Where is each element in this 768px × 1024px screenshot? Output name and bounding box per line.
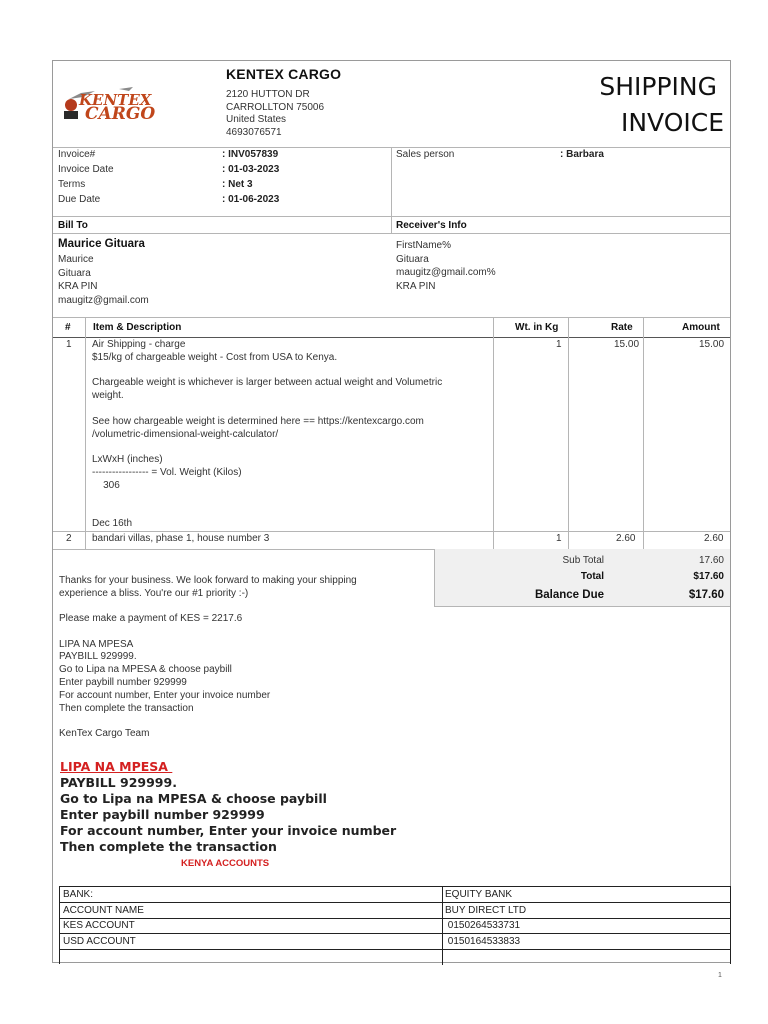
receiver-line: Gituara	[396, 253, 429, 265]
payment-line: PAYBILL 929999.	[59, 651, 137, 663]
account-name-label: ACCOUNT NAME	[63, 905, 144, 916]
invoice-date-label: Invoice Date	[58, 164, 114, 175]
bank-label: BANK:	[63, 889, 94, 900]
sales-person-label: Sales person	[396, 149, 455, 160]
address-line: 2120 HUTTON DR	[226, 89, 310, 100]
row2-description: bandari villas, phase 1, house number 3	[92, 533, 270, 544]
usd-account-value: 0150164533833	[445, 936, 521, 947]
desc-line: Dec 16th	[92, 518, 133, 530]
company-logo	[59, 83, 156, 125]
payment-line: Please make a payment of KES = 2217.6	[59, 613, 243, 624]
row1-weight: 1	[556, 339, 562, 350]
address-line: 4693076571	[226, 126, 282, 138]
mpesa-instructions	[60, 775, 396, 855]
document-title-line1: SHIPPING	[599, 72, 717, 101]
totals-box	[434, 549, 730, 607]
bill-to-line: Gituara	[58, 267, 91, 279]
thanks-line: experience a bliss. You're our #1 priority :-)	[59, 587, 249, 599]
bill-to-line: Maurice	[58, 254, 94, 265]
desc-line: 306	[92, 479, 120, 491]
due-date-label: Due Date	[58, 194, 101, 205]
kenya-accounts-heading: KENYA ACCOUNTS	[181, 858, 270, 869]
total-label: Total	[580, 571, 604, 582]
bill-to-name: Maurice Gituara	[58, 238, 145, 250]
row1-title: Air Shipping - charge	[92, 339, 186, 350]
row1-description	[92, 339, 490, 531]
payment-line: Then complete the transaction	[59, 702, 194, 714]
logo-text-bottom: CARGO	[85, 104, 156, 124]
row1-num: 1	[66, 339, 72, 350]
row1-rate: 15.00	[614, 339, 640, 350]
desc-line: See how chargeable weight is determined here == https://kentexcargo.com	[92, 415, 424, 427]
thanks-note	[59, 575, 357, 601]
mpesa-line: PAYBILL 929999.	[60, 775, 177, 790]
mpesa-line: For account number, Enter your invoice number	[60, 823, 397, 838]
col-header-item: Item & Description	[93, 322, 182, 333]
account-name-value: BUY DIRECT LTD	[445, 905, 527, 916]
mpesa-line: Go to Lipa na MPESA & choose paybill	[60, 791, 327, 806]
col-header-amount: Amount	[682, 322, 720, 333]
row2-weight: 1	[556, 533, 562, 544]
terms-value: : Net 3	[222, 179, 253, 190]
payment-line: Go to Lipa na MPESA & choose paybill	[59, 664, 232, 676]
bill-to-header: Bill To	[58, 220, 88, 231]
kes-account-value: 0150264533731	[445, 920, 521, 931]
row1-amount: 15.00	[699, 339, 725, 350]
col-header-weight: Wt. in Kg	[515, 322, 559, 333]
due-date-value: : 01-06-2023	[222, 194, 280, 205]
desc-line: Chargeable weight is whichever is larger between actual weight and Volumetric	[92, 377, 443, 389]
mpesa-line: Then complete the transaction	[60, 839, 277, 854]
desc-line: ----------------- = Vol. Weight (Kilos)	[92, 466, 242, 478]
row2-amount: 2.60	[704, 533, 724, 544]
row2-num: 2	[66, 533, 72, 544]
balance-due-value: $17.60	[688, 589, 724, 601]
desc-line: LxWxH (inches)	[92, 454, 163, 466]
usd-account-label: USD ACCOUNT	[63, 936, 136, 947]
payment-line: For account number, Enter your invoice number	[59, 689, 271, 701]
terms-label: Terms	[58, 179, 86, 190]
invoice-number-value: : INV057839	[222, 149, 279, 160]
receiver-details	[396, 239, 496, 293]
receiver-header: Receiver's Info	[396, 220, 467, 231]
bank-accounts-table	[59, 886, 731, 964]
receiver-line: maugitz@gmail.com%	[396, 267, 496, 279]
address-line: CARROLLTON 75006	[226, 101, 325, 113]
payment-line: Enter paybill number 929999	[59, 676, 187, 688]
desc-line: $15/kg of chargeable weight - Cost from USA to Kenya.	[92, 351, 338, 363]
page-number: 1	[718, 972, 722, 979]
receiver-line: KRA PIN	[396, 280, 436, 292]
total-value: $17.60	[693, 571, 724, 582]
payment-instructions	[59, 613, 270, 741]
invoice-number-label: Invoice#	[58, 149, 96, 160]
company-name: KENTEX CARGO	[226, 66, 342, 82]
address-line: United States	[226, 114, 287, 126]
col-header-num: #	[65, 322, 71, 333]
logo-text-top: KENTEX	[79, 91, 152, 109]
thanks-line: Thanks for your business. We look forward to making your shipping	[59, 575, 357, 586]
col-header-rate: Rate	[611, 322, 633, 333]
desc-line: /volumetric-dimensional-weight-calculator/	[92, 428, 279, 440]
mpesa-line: Enter paybill number 929999	[60, 807, 265, 822]
payment-line: KenTex Cargo Team	[59, 728, 150, 740]
payment-line: LIPA NA MPESA	[59, 638, 134, 650]
row2-rate: 2.60	[616, 533, 636, 544]
bill-to-details	[58, 253, 149, 307]
bank-value: EQUITY BANK	[445, 889, 513, 900]
bill-to-line: maugitz@gmail.com	[58, 294, 149, 306]
invoice-meta	[58, 149, 388, 209]
sub-total-label: Sub Total	[562, 555, 604, 566]
bill-to-line: KRA PIN	[58, 281, 98, 293]
mpesa-heading: LIPA NA MPESA	[60, 759, 173, 774]
invoice-date-value: : 01-03-2023	[222, 164, 280, 175]
balance-due-label: Balance Due	[534, 589, 604, 601]
receiver-line: FirstName%	[396, 240, 452, 251]
sub-total-value: 17.60	[698, 555, 724, 566]
invoice-page	[52, 60, 731, 963]
document-title-line2: INVOICE	[620, 108, 724, 137]
sales-person-value: : Barbara	[560, 149, 604, 160]
kes-account-label: KES ACCOUNT	[63, 920, 135, 931]
company-address	[226, 89, 324, 139]
desc-line: weight.	[92, 390, 124, 402]
